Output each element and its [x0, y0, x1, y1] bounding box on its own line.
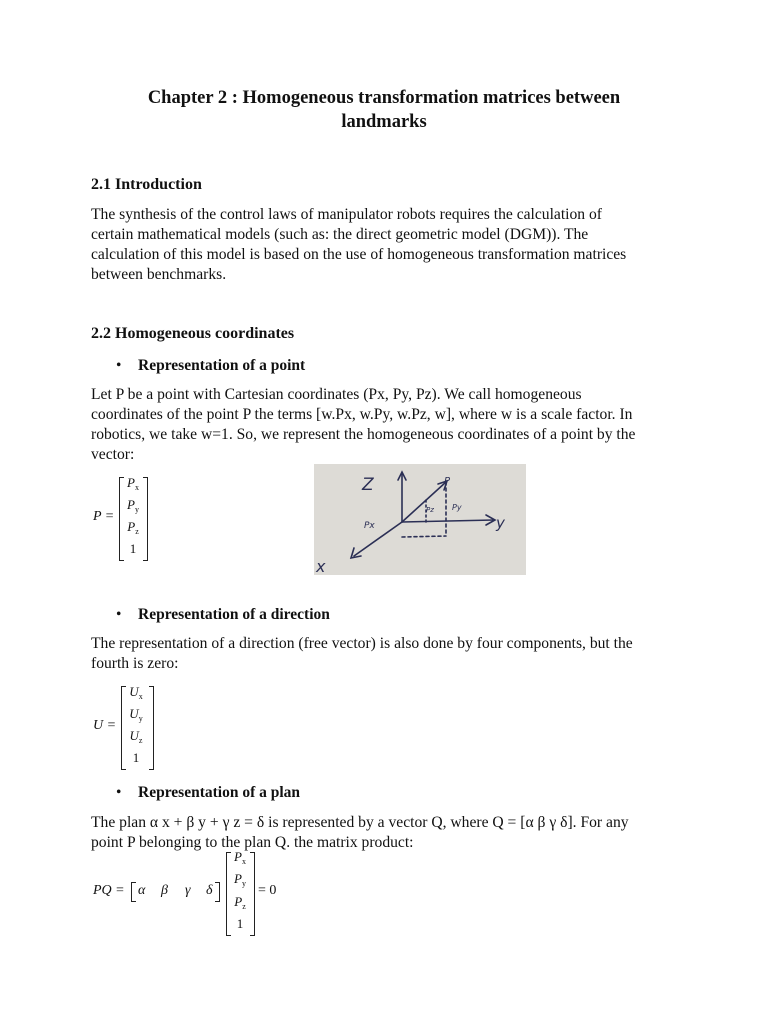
matrix-cell: $P_z$ — [127, 519, 139, 536]
bullet-dot: • — [116, 784, 122, 801]
bullet-direction-representation — [116, 606, 330, 624]
section-heading-homogeneous-coordinates: 2.2 Homogeneous coordinates — [91, 325, 295, 342]
direction-vector-matrix — [93, 682, 163, 772]
plan-line: The plan α x + β y + γ z = δ is represented by a vector Q, where Q = [α β γ δ]. For any — [91, 814, 629, 831]
matrix-cell: 1 — [132, 750, 140, 765]
bullet-dot: • — [116, 357, 122, 374]
coordinate-sketch-photo — [314, 464, 526, 575]
intro-line: certain mathematical models (such as: the direct geometric model (DGM)). The — [91, 226, 589, 243]
row-cell-alpha: α — [138, 883, 146, 898]
matrix-cell: $P_x$ — [234, 849, 246, 866]
product-rhs: = 0 — [258, 883, 277, 898]
matrix-cell: $P_x$ — [127, 475, 139, 492]
bullet-label: Representation of a direction — [138, 606, 330, 623]
matrix-cell: $U_z$ — [129, 728, 143, 745]
row-right-bracket — [215, 882, 220, 902]
plan-line: point P belonging to the plan Q. the matrix product: — [91, 834, 414, 851]
right-bracket — [143, 477, 148, 561]
label-x: x — [316, 557, 326, 575]
matrix-cell: $P_z$ — [234, 894, 246, 911]
label-p: P — [444, 476, 451, 487]
matrix-cell: $P_y$ — [234, 871, 246, 888]
chapter-title — [90, 86, 678, 134]
section-heading-introduction: 2.1 Introduction — [91, 176, 202, 193]
col-right-bracket — [250, 852, 255, 936]
row-cell-gamma: γ — [185, 883, 191, 898]
intro-line: The synthesis of the control laws of manipulator robots requires the calculation of — [91, 206, 602, 223]
label-py: Py — [452, 503, 462, 512]
matrix-cell: 1 — [129, 541, 137, 556]
matrix-cell: $P_y$ — [127, 497, 139, 514]
bullet-label: Representation of a plan — [138, 784, 301, 801]
label-px: Px — [364, 521, 375, 531]
bullet-dot: • — [116, 606, 122, 623]
product-lhs: PQ = — [93, 883, 125, 898]
direction-line: fourth is zero: — [91, 655, 179, 672]
point-paragraph — [91, 385, 677, 465]
point-line: vector: — [91, 446, 135, 463]
row-cell-delta: δ — [206, 883, 213, 898]
plan-paragraph — [91, 813, 677, 853]
matrix-cell: $U_y$ — [129, 706, 143, 723]
intro-line: calculation of this model is based on the use of homogeneous transformation matrices — [91, 246, 627, 263]
matrix-cell: $U_x$ — [129, 684, 143, 701]
bullet-plan-representation — [116, 784, 300, 802]
coordinate-sketch — [314, 464, 526, 575]
matrix-cell: 1 — [236, 916, 244, 931]
introduction-paragraph — [91, 205, 677, 285]
bullet-point-representation — [116, 357, 305, 375]
row-cell-beta: β — [161, 883, 168, 898]
point-vector-matrix — [93, 473, 163, 563]
intro-line: between benchmarks. — [91, 266, 227, 283]
chapter-title-line2: landmarks — [341, 112, 427, 132]
direction-paragraph — [91, 634, 677, 674]
point-line: Let P be a point with Cartesian coordinates (Px, Py, Pz). We call homogeneous — [91, 386, 582, 403]
label-z: Z — [362, 475, 374, 495]
plan-matrix-product — [93, 849, 293, 939]
matrix-label: P = — [93, 509, 115, 524]
label-pz: Pz — [426, 506, 434, 514]
row-left-bracket — [131, 882, 136, 902]
point-line: coordinates of the point P the terms [w.Px, w.Py, w.Pz, w], where w is a scale factor. In — [91, 406, 633, 423]
bullet-label: Representation of a point — [138, 357, 306, 374]
matrix-label: U = — [93, 718, 117, 733]
direction-line: The representation of a direction (free vector) is also done by four components, but the — [91, 635, 633, 652]
right-bracket — [149, 686, 154, 770]
chapter-title-line1: Chapter 2 : Homogeneous transformation matrices between — [147, 88, 621, 108]
point-line: robotics, we take w=1. So, we represent the homogeneous coordinates of a point by the — [91, 426, 636, 443]
label-y: y — [496, 514, 505, 532]
